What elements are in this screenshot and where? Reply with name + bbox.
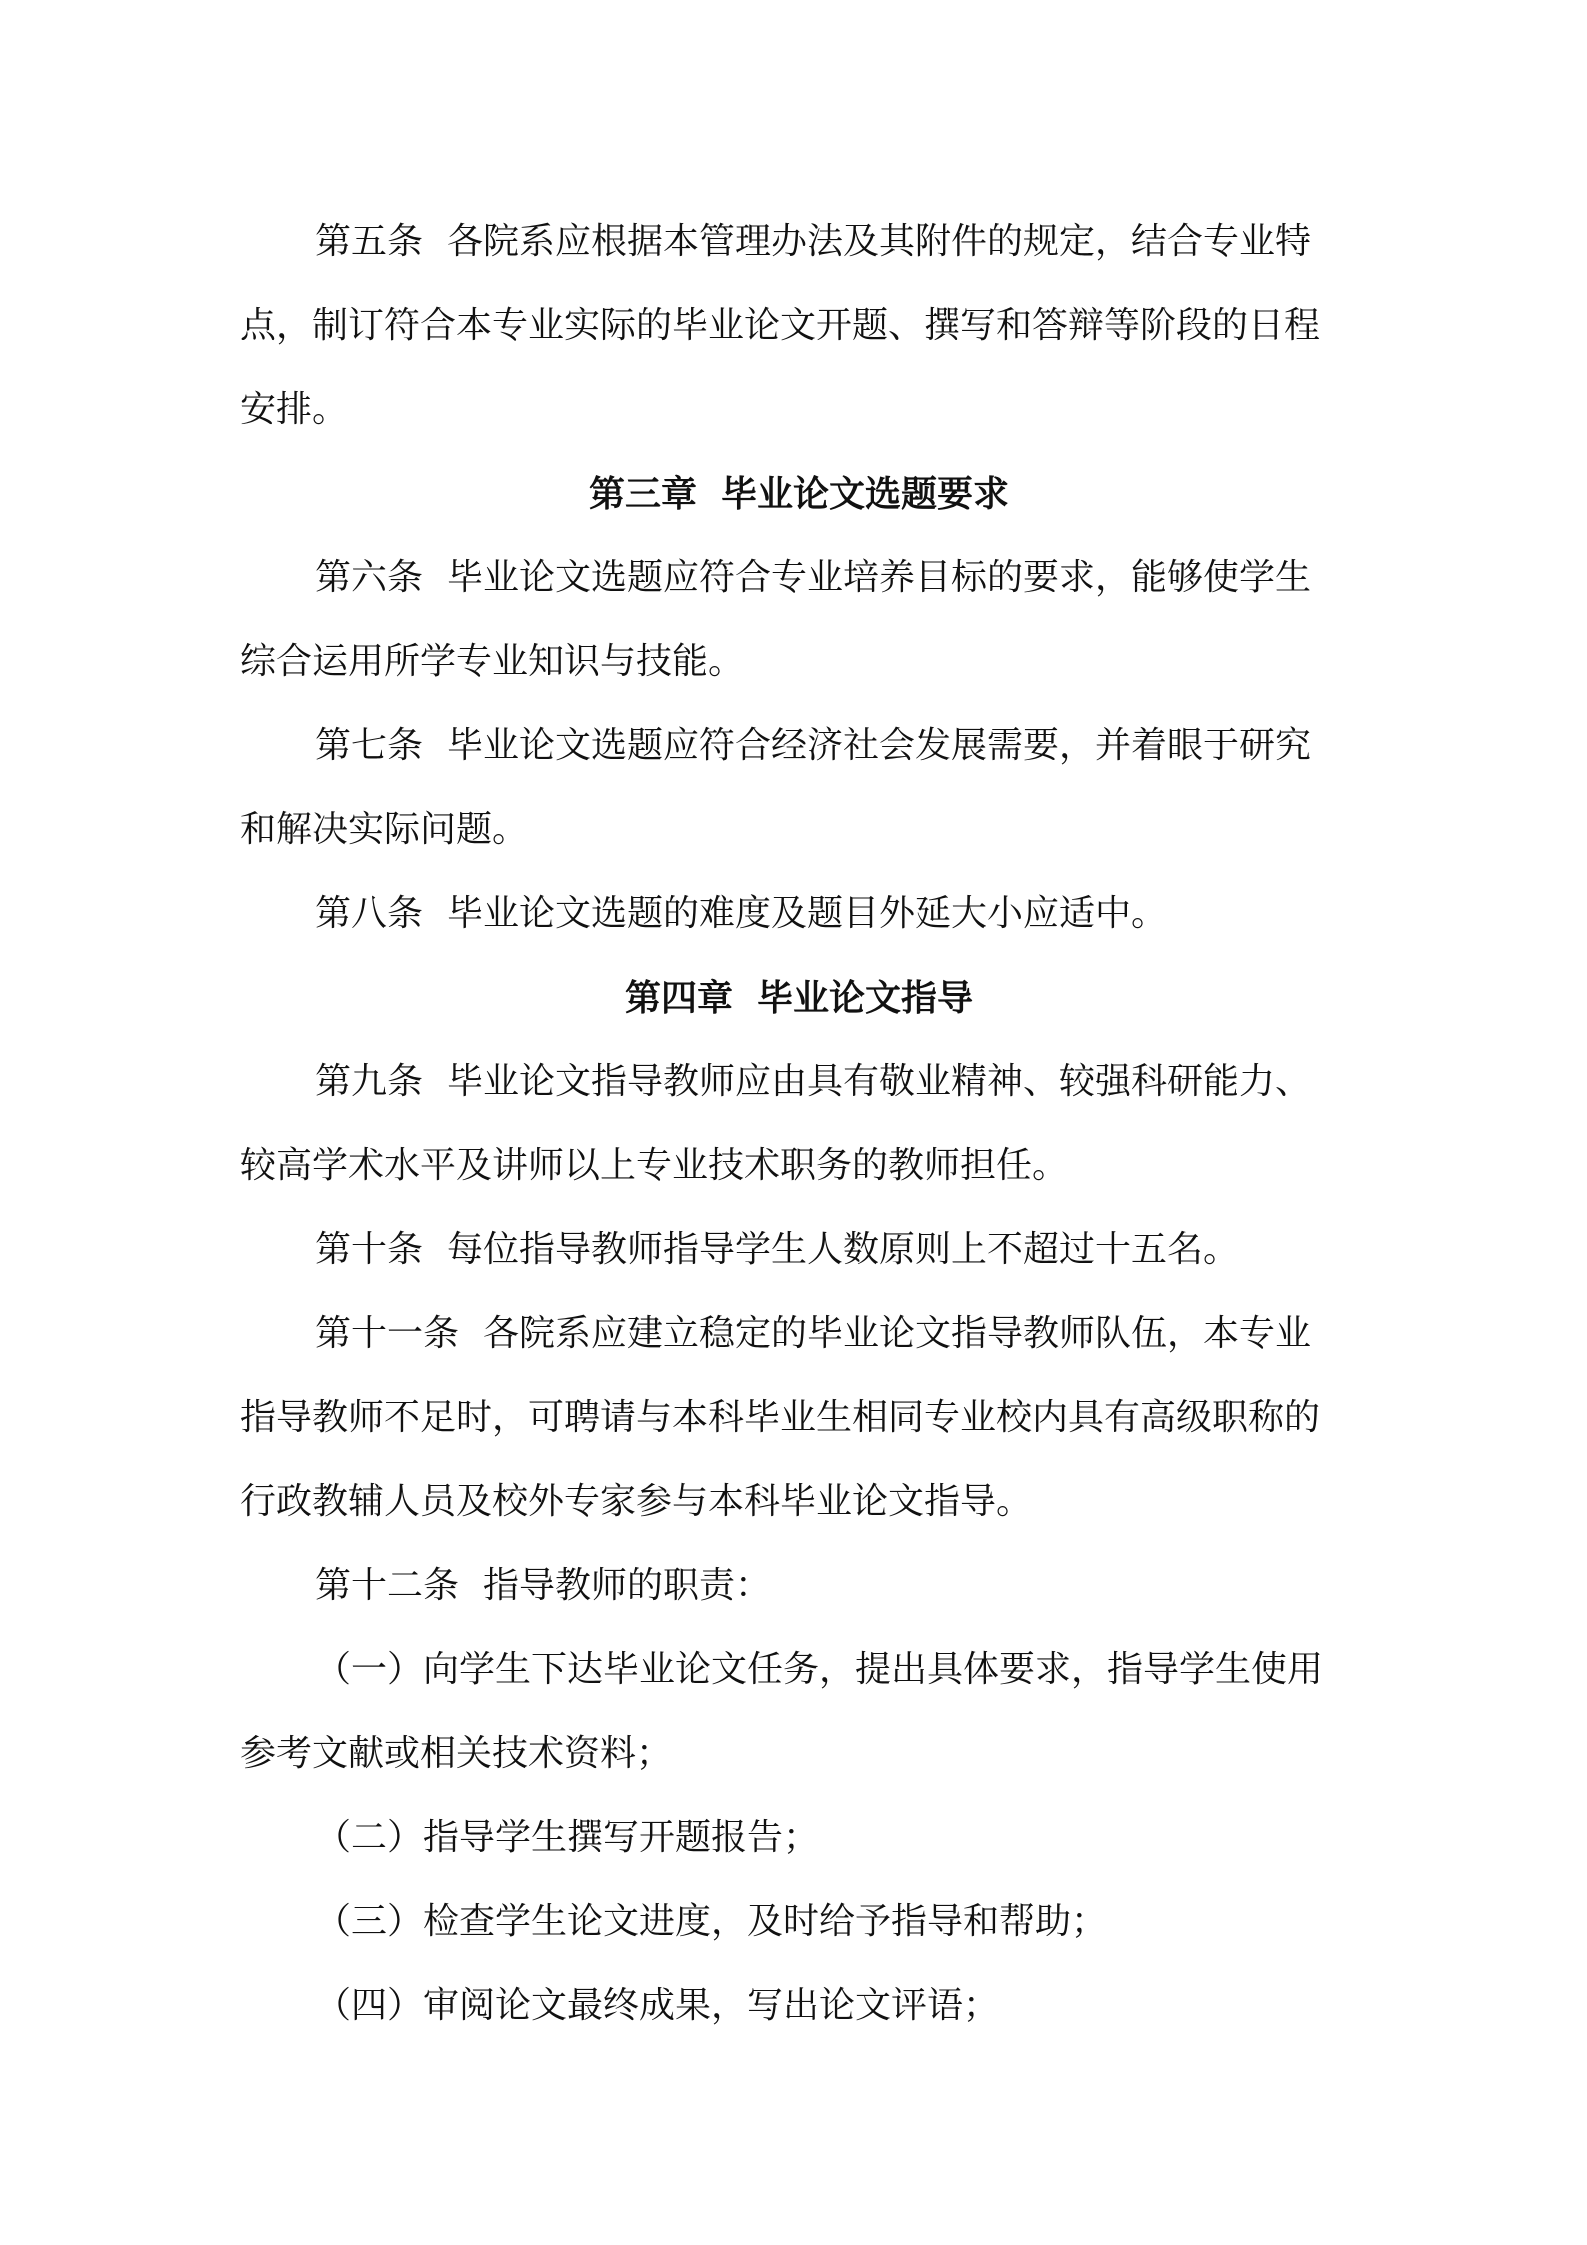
article-label: 第十二条 xyxy=(315,1565,460,1606)
article-11-line-3: 行政教辅人员及校外专家参与本科毕业论文指导。 xyxy=(240,1481,1033,1522)
article-6-line-2: 综合运用所学专业知识与技能。 xyxy=(240,641,745,682)
article-8-line-1 xyxy=(240,872,1358,956)
article-text: 各院系应根据本管理办法及其附件的规定，结合专业特 xyxy=(447,221,1312,262)
chapter-3-heading xyxy=(240,452,1358,536)
article-12-line-1 xyxy=(240,1544,1358,1628)
chapter-label: 第三章 xyxy=(588,473,697,515)
article-text: 各院系应建立稳定的毕业论文指导教师队伍，本专业 xyxy=(483,1313,1312,1354)
article-5-line-2: 点，制订符合本专业实际的毕业论文开题、撰写和答辩等阶段的日程 xyxy=(240,305,1321,346)
chapter-title: 毕业论文选题要求 xyxy=(721,473,1010,515)
article-text: 毕业论文选题应符合经济社会发展需要，并着眼于研究 xyxy=(447,725,1312,766)
item-3-line-1: （三）检查学生论文进度，及时给予指导和帮助； xyxy=(315,1901,1108,1942)
chapter-label: 第四章 xyxy=(624,977,733,1019)
item-1-line-2: 参考文献或相关技术资料； xyxy=(240,1733,673,1774)
article-10-line-1 xyxy=(240,1208,1358,1292)
article-text: 毕业论文选题的难度及题目外延大小应适中。 xyxy=(447,893,1168,934)
article-5-line-3: 安排。 xyxy=(240,389,349,430)
article-label: 第九条 xyxy=(315,1061,424,1102)
article-label: 第八条 xyxy=(315,893,424,934)
article-label: 第五条 xyxy=(315,221,424,262)
chapter-title: 毕业论文指导 xyxy=(757,977,974,1019)
article-text: 毕业论文指导教师应由具有敬业精神、较强科研能力、 xyxy=(447,1061,1312,1102)
article-5-line-1 xyxy=(240,200,1358,284)
article-text: 毕业论文选题应符合专业培养目标的要求，能够使学生 xyxy=(447,557,1312,598)
article-11-line-2: 指导教师不足时，可聘请与本科毕业生相同专业校内具有高级职称的 xyxy=(240,1397,1321,1438)
article-label: 第七条 xyxy=(315,725,424,766)
article-label: 第十一条 xyxy=(315,1313,460,1354)
article-9-line-2: 较高学术水平及讲师以上专业技术职务的教师担任。 xyxy=(240,1145,1069,1186)
item-1-line-1: （一）向学生下达毕业论文任务，提出具体要求，指导学生使用 xyxy=(315,1649,1324,1690)
article-11-line-1 xyxy=(240,1292,1358,1376)
article-label: 第六条 xyxy=(315,557,424,598)
item-4-line-1: （四）审阅论文最终成果，写出论文评语； xyxy=(315,1985,1000,2026)
article-9-line-1 xyxy=(240,1040,1358,1124)
article-label: 第十条 xyxy=(315,1229,424,1270)
article-6-line-1 xyxy=(240,536,1358,620)
article-7-line-2: 和解决实际问题。 xyxy=(240,809,529,850)
article-text: 每位指导教师指导学生人数原则上不超过十五名。 xyxy=(447,1229,1240,1270)
document-page xyxy=(240,200,1358,2048)
chapter-4-heading xyxy=(240,956,1358,1040)
article-text: 指导教师的职责： xyxy=(483,1565,772,1606)
article-7-line-1 xyxy=(240,704,1358,788)
item-2-line-1: （二）指导学生撰写开题报告； xyxy=(315,1817,820,1858)
